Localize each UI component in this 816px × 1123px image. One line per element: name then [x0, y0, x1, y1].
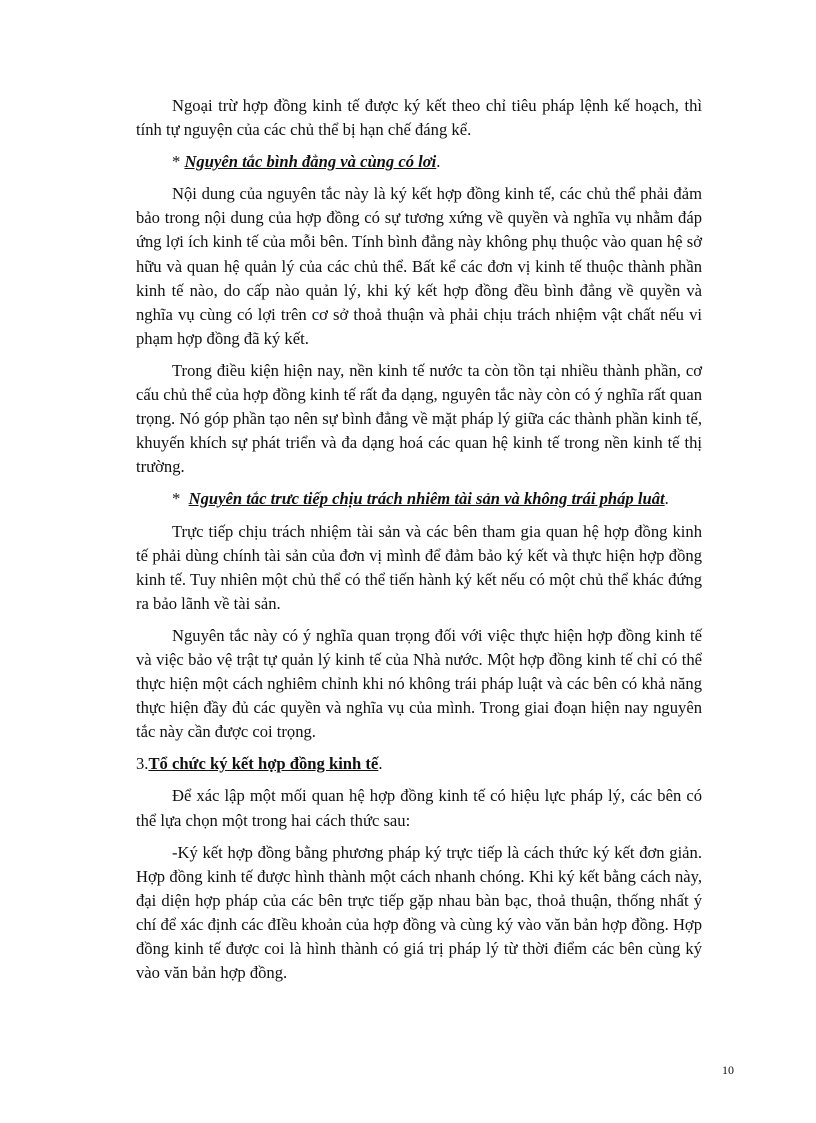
heading-suffix: .	[664, 489, 669, 509]
paragraph: -Ký kết hợp đồng bằng phương pháp ký trực tiếp là cách thức ký kết đơn giản. Hợp đồng kinh tế được hình thành một cách nhanh chóng. Khi ký kết bằng cách này, đại diện hợp pháp của các bên trực tiếp gặp nhau bàn bạc, thoả thuận, thống nhất ý chí để xác định các đIều khoản của hợp đồng và cùng ký vào văn bản hợp đồng. Hợp đồng kinh tế được coi là hình thành có giá trị pháp lý từ thời điểm các bên cùng ký vào văn bản hợp đồng.	[136, 842, 702, 983]
paragraph: Trực tiếp chịu trách nhiệm tài sản và các bên tham gia quan hệ hợp đồng kinh tế phải dùng chính tài sản của đơn vị mình để đảm bảo ký kết và thực hiện hợp đồng kinh tế. Tuy nhiên một chủ thể có thể tiến hành ký kết nếu có một chủ thể khác đứng ra bảo lãnh về tài sản.	[136, 521, 702, 613]
heading-prefix: 3.	[136, 754, 149, 774]
paragraph: Nội dung của nguyên tắc này là ký kết hợp đồng kinh tế, các chủ thể phải đảm bảo trong nội dung của hợp đồng có sự tương xứng về quyền và nghĩa vụ nhằm đáp ứng lợi ích kinh tế của mỗi bên. Tính bình đẳng này không phụ thuộc vào quan hệ sở hữu và quan hệ quản lý của các chủ thể. Bất kể các đơn vị kinh tế thuộc thành phần kinh tế nào, do cấp nào quản lý, khi ký kết hợp đồng đều bình đẳng về quyền và nghĩa vụ cùng có lợi trên cơ sở thoả thuận và phải chịu trách nhiệm vật chất nếu vi phạm hợp đồng đã ký kết.	[136, 184, 702, 348]
page-number: 10	[722, 1063, 734, 1077]
paragraph: Để xác lập một mối quan hệ hợp đồng kinh tế có hiệu lực pháp lý, các bên có thể lựa chọn một trong hai cách thức sau:	[136, 786, 702, 830]
paragraph: Trong điều kiện hiện nay, nền kinh tế nước ta còn tồn tại nhiều thành phần, cơ cấu chủ thể của hợp đồng kinh tế rất đa dạng, nguyên tắc này còn có ý nghĩa rất quan trọng. Nó góp phần tạo nên sự bình đẳng về mặt pháp lý giữa các thành phần kinh tế, khuyến khích sự phát triển và đa dạng hoá các quan hệ kinh tế trong nền kinh tế thị trường.	[136, 360, 702, 477]
heading-prefix: *	[172, 152, 185, 172]
paragraph: Nguyên tắc này có ý nghĩa quan trọng đối với việc thực hiện hợp đồng kinh tế và việc bảo vệ trật tự quản lý kinh tế của Nhà nước. Một hợp đồng kinh tế chỉ có thể thực hiện một cách nghiêm chỉnh khi nó không trái pháp luật và các bên có khả năng thực hiện đầy đủ các quyền và nghĩa vụ của mình. Trong giai đoạn hiện nay nguyên tắc này cần được coi trọng.	[136, 625, 702, 742]
paragraph: Ngoại trừ hợp đồng kinh tế được ký kết theo chỉ tiêu pháp lệnh kế hoạch, thì tính tự nguyện của các chủ thể bị hạn chế đáng kể.	[136, 96, 702, 140]
document-page	[136, 94, 702, 993]
heading-suffix: .	[436, 152, 441, 172]
section-heading-equality	[136, 150, 702, 174]
heading-prefix: *	[172, 489, 189, 509]
section-heading-organization	[136, 752, 702, 776]
heading-title: Nguyên tắc bình đẳng và cùng có lơi	[184, 152, 437, 172]
section-heading-liability	[136, 487, 702, 511]
heading-suffix: .	[378, 754, 383, 774]
heading-title: Nguyên tắc trưc tiếp chịu trách nhiêm tài sản và không trái pháp luât	[188, 489, 665, 509]
heading-title: Tổ chức ký kết hợp đồng kinh tế	[148, 754, 379, 774]
